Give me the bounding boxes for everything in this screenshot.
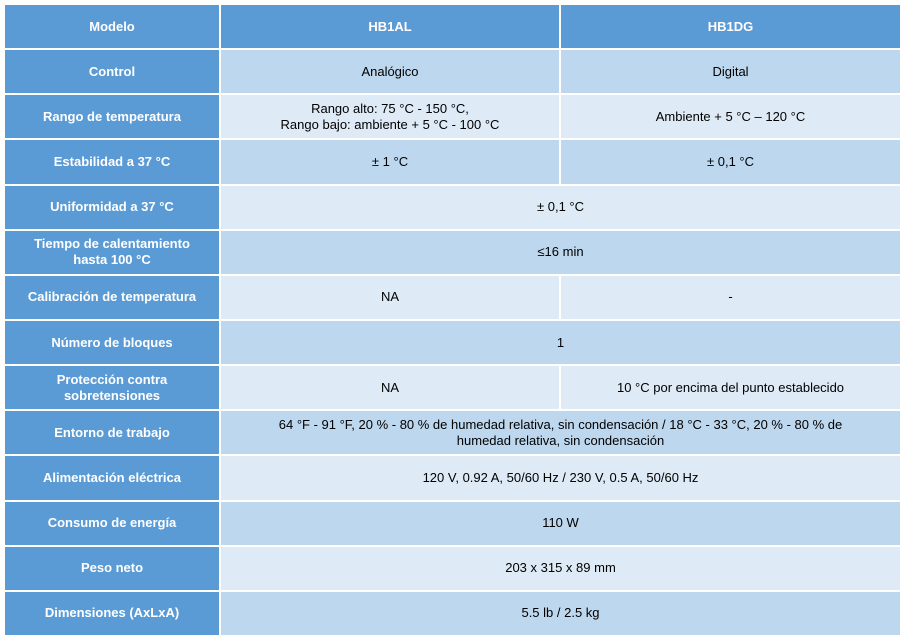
row-environment — [4, 410, 901, 455]
row-dimensions — [4, 591, 901, 636]
value-shared: 120 V, 0.92 A, 50/60 Hz / 230 V, 0.5 A, 50/60 Hz — [220, 455, 901, 500]
value-hb1dg: ± 0,1 °C — [560, 139, 901, 184]
header-model-hb1al: HB1AL — [220, 4, 560, 49]
value-shared: 110 W — [220, 501, 901, 546]
header-label: Modelo — [4, 4, 220, 49]
row-label: Número de bloques — [4, 320, 220, 365]
value-hb1al — [220, 94, 560, 139]
value-shared: 1 — [220, 320, 901, 365]
row-label: Control — [4, 49, 220, 94]
value-shared: ± 0,1 °C — [220, 185, 901, 230]
row-label: Alimentación eléctrica — [4, 455, 220, 500]
value-hb1dg: Ambiente + 5 °C – 120 °C — [560, 94, 901, 139]
value-shared: 203 x 315 x 89 mm — [220, 546, 901, 591]
value-shared: ≤16 min — [220, 230, 901, 275]
row-label: Consumo de energía — [4, 501, 220, 546]
row-stability — [4, 139, 901, 184]
value-shared: 5.5 lb / 2.5 kg — [220, 591, 901, 636]
value-shared — [220, 410, 901, 455]
row-block-count — [4, 320, 901, 365]
specifications-table — [3, 3, 902, 637]
row-power-supply — [4, 455, 901, 500]
label-line: Protección contra — [56, 371, 168, 387]
value-line: humedad relativa, sin condensación — [456, 432, 665, 448]
row-control — [4, 49, 901, 94]
header-row — [4, 4, 901, 49]
value-hb1dg: 10 °C por encima del punto establecido — [560, 365, 901, 410]
row-power-consumption — [4, 501, 901, 546]
value-line: Rango alto: 75 °C - 150 °C, — [311, 100, 469, 116]
value-hb1al: ± 1 °C — [220, 139, 560, 184]
row-label: Estabilidad a 37 °C — [4, 139, 220, 184]
row-calibration — [4, 275, 901, 320]
row-label — [4, 365, 220, 410]
row-label: Peso neto — [4, 546, 220, 591]
row-label: Dimensiones (AxLxA) — [4, 591, 220, 636]
row-uniformity — [4, 185, 901, 230]
row-label: Entorno de trabajo — [4, 410, 220, 455]
label-line: sobretensiones — [63, 387, 161, 403]
value-line: Rango bajo: ambiente + 5 °C - 100 °C — [280, 116, 500, 132]
row-net-weight — [4, 546, 901, 591]
row-overtemp-protection — [4, 365, 901, 410]
row-label: Rango de temperatura — [4, 94, 220, 139]
row-label — [4, 230, 220, 275]
value-hb1al: NA — [220, 275, 560, 320]
row-heating-time — [4, 230, 901, 275]
value-line: 64 °F - 91 °F, 20 % - 80 % de humedad relativa, sin condensación / 18 °C - 33 °C, 20 % - 80 % de — [278, 416, 843, 432]
header-model-hb1dg: HB1DG — [560, 4, 901, 49]
value-hb1dg: - — [560, 275, 901, 320]
value-hb1al: Analógico — [220, 49, 560, 94]
value-hb1al: NA — [220, 365, 560, 410]
label-line: Tiempo de calentamiento — [34, 236, 190, 252]
row-temperature-range — [4, 94, 901, 139]
row-label: Calibración de temperatura — [4, 275, 220, 320]
label-line: hasta 100 °C — [73, 252, 151, 268]
value-hb1dg: Digital — [560, 49, 901, 94]
row-label: Uniformidad a 37 °C — [4, 185, 220, 230]
